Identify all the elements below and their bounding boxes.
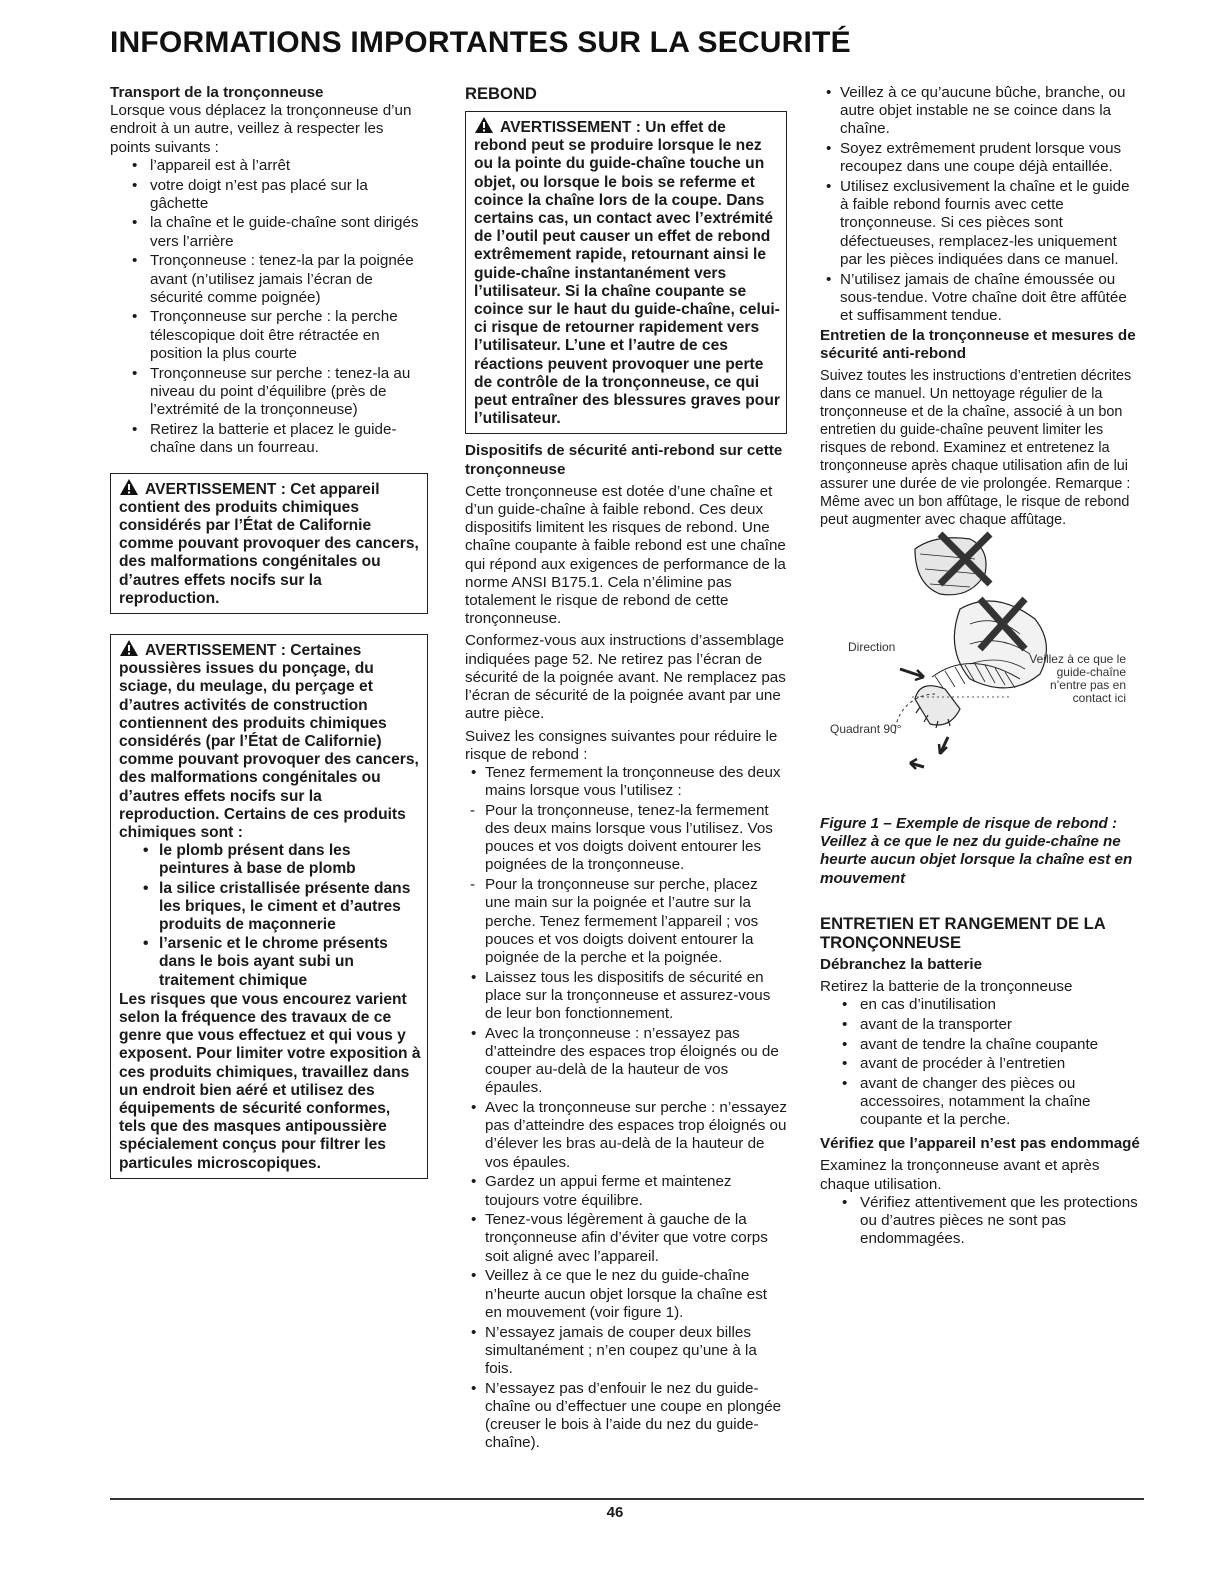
list-item: • Utilisez exclusivement la chaîne et le guide à faible rebond fournis avec cette tronçonneuse. Si ces pièces sont défectueuses, remplacez-les uniquement par les pièces indiquées dans ce manuel. [820,178,1142,269]
rebond-list-continued [465,969,787,1453]
list-item: • Veillez à ce qu’aucune bûche, branche, ou autre objet instable ne se coince dans la chaîne. [820,84,1142,139]
transport-heading: Transport de la tronçonneuse [110,84,324,101]
warning-triangle-icon [119,639,139,657]
warning-triangle-icon [119,478,139,496]
list-item: • Retirez la batterie et placez le guide-chaîne dans un fourreau. [110,421,428,457]
warning-outro: Les risques que vous encourez varient selon la fréquence des travaux de ce genre que vous effectuez et qui vous y exposent. Pour limiter votre exposition à ces produits chimiques, travaillez dans un endroit bien aéré et utilisez des équipements de sécurité conformes, tels que des masques antipoussière spécialement conçus pour filtrer les particules microscopiques. [119,990,421,1172]
list-item: • Vérifiez attentivement que les protections ou d’autres pièces ne sont pas endommagées. [820,1194,1142,1249]
warning-text: AVERTISSEMENT : Un effet de rebond peut se produire lorsque le nez ou la pointe du guide-chaîne touche un objet, ou lorsque le bois se referme et coince la chaîne lors de la coupe. Dans certains cas, un contact avec l’extrémité de l’outil peut causer un effet de rebond extrêmement rapide, retournant ainsi le guide-chaîne instantanément vers l’utilisateur. Si la chaîne coupante se coince sur le haut du guide-chaîne, celui-ci risque de retourner rapidement vers l’utilisateur. L’une et l’autre de ces réactions peuvent provoquer une perte de contrôle de la tronçonneuse, ce qui peut entraîner des blessures graves pour l’utilisateur. [474,119,780,428]
entretien-heading: Entretien de la tronçonneuse et mesures de sécurité anti-rebond [820,326,1136,362]
list-item: • Tenez-vous légèrement à gauche de la tronçonneuse afin d’éviter que votre corps soit aligné avec l’appareil. [465,1211,787,1266]
list-item: • N’essayez pas d’enfouir le nez du guide-chaîne ou d’effectuer une coupe en plongée (creuser le bois à l’aide du nez du guide-chaîne). [465,1380,787,1453]
list-item: • Gardez un appui ferme et maintenez toujours votre équilibre. [465,1173,787,1209]
list-item: • avant de changer des pièces ou accessoires, notamment la chaîne coupante et la perche. [820,1075,1142,1130]
list-item: • en cas d’inutilisation [820,996,1142,1014]
list-item: • avant de procéder à l’entretien [820,1055,1142,1073]
entretien-paragraph: Suivez toutes les instructions d’entretien décrites dans ce manuel. Un nettoyage régulier de la tronçonneuse et de la chaîne, associé à un bon entretien du guide-chaîne peuvent limiter les risques de rebond. Examinez et entretenez la tronçonneuse après chaque utilisation afin de lui assurer une durée de vie prolongée. Remarque : Même avec un bon affûtage, le risque de rebond peut augmenter avec chaque affûtage. [820,368,1132,529]
dispositifs-paragraph: Conformez-vous aux instructions d’assemblage indiquées page 52. Ne retirez pas l’écran de sécurité de la poignée avant. Ne remplacez pas l’écran de sécurité de la poignée avant par une autre pièce. [465,632,786,723]
verifiez-list [820,1194,1142,1249]
footer-rule [110,1498,1144,1500]
column-left [110,84,428,1179]
warning-triangle-icon [474,116,494,134]
debranchez-list [820,996,1142,1129]
page-number: 46 [606,1504,624,1521]
transport-list [110,157,428,457]
figure-caption: Figure 1 – Exemple de risque de rebond : Veillez à ce que le nez du guide-chaîne ne heurte aucun objet lorsque la chaîne est en mouvement [820,815,1133,887]
list-item: - Pour la tronçonneuse sur perche, placez une main sur la poignée et l’autre sur la perche. Tenez fermement l’appareil ; vos pouces et vos doigts doivent entourer la poignée de la perche et la poignée. [465,876,787,967]
figure-label-direction: Direction [848,640,896,655]
debranchez-paragraph: Retirez la batterie de la tronçonneuse [820,978,1073,996]
list-item: • avant de la transporter [820,1016,1142,1034]
list-item: • avant de tendre la chaîne coupante [820,1036,1142,1054]
warning-text: AVERTISSEMENT : Cet appareil contient des produits chimiques considérés par l’État de Californie comme pouvant provoquer des cancers, des malformations congénitales ou d’autres effets nocifs sur la reproduction. [119,480,419,607]
list-item: • Tenez fermement la tronçonneuse des deux mains lorsque vous l’utilisez : [465,764,787,800]
column-middle [465,84,787,1454]
list-item: • le plomb présent dans les peintures à base de plomb [119,842,421,878]
page-title: INFORMATIONS IMPORTANTES SUR LA SECURITÉ [110,26,851,59]
list-item: • Laissez tous les dispositifs de sécurité en place sur la tronçonneuse et assurez-vous de leur bon fonctionnement. [465,969,787,1024]
list-item: • N’utilisez jamais de chaîne émoussée ou sous-tendue. Votre chaîne doit être affûtée et suffisamment tendue. [820,271,1142,326]
list-item: • Avec la tronçonneuse sur perche : n’essayez pas d’atteindre des espaces trop éloignés ou d’élever les bras au-delà de la hauteur de vos épaules. [465,1099,787,1172]
figure-label-quadrant: Quadrant 90° [830,722,902,737]
list-item: • la chaîne et le guide-chaîne sont dirigés vers l’arrière [110,214,428,250]
hold-sublist [465,802,787,967]
kickback-figure [820,529,1142,815]
list-item: • N’essayez jamais de couper deux billes simultanément ; n’en coupez qu’une à la fois. [465,1324,787,1379]
dispositifs-paragraph: Suivez les consignes suivantes pour réduire le risque de rebond : [465,727,778,763]
rebond-heading: REBOND [465,84,537,103]
transport-intro: Lorsque vous déplacez la tronçonneuse d’un endroit à un autre, veillez à respecter les points suivants : [110,102,412,156]
list-item: • votre doigt n’est pas placé sur la gâchette [110,177,428,213]
list-item: • Tronçonneuse : tenez-la par la poignée avant (n’utilisez jamais l’écran de sécurité comme poignée) [110,252,428,307]
list-item: • Tronçonneuse sur perche : tenez-la au niveau du point d’équilibre (près de l’extrémité de la tronçonneuse) [110,365,428,420]
list-item: • Veillez à ce que le nez du guide-chaîne n’heurte aucun objet lorsque la chaîne est en mouvement (voir figure 1). [465,1267,787,1322]
warning-box-california [110,473,428,614]
warning-box-rebond [465,111,787,434]
list-item: • la silice cristallisée présente dans les briques, le ciment et d’autres produits de maçonnerie [119,880,421,935]
list-item: • Soyez extrêmement prudent lorsque vous recoupez dans une coupe déjà entaillée. [820,140,1142,176]
list-item: • l’arsenic et le chrome présents dans le bois ayant subi un traitement chimique [119,935,421,990]
rangement-heading: ENTRETIEN ET RANGEMENT DE LA TRONÇONNEUSE [820,913,1106,952]
warning-box-dust [110,634,428,1179]
verifiez-heading: Vérifiez que l’appareil n’est pas endommagé [820,1135,1140,1153]
verifiez-paragraph: Examinez la tronçonneuse avant et après chaque utilisation. [820,1157,1100,1193]
safety-list [820,84,1142,325]
column-right [820,84,1142,1250]
list-item: • Avec la tronçonneuse : n’essayez pas d’atteindre des espaces trop éloignés ou de couper au-delà de la hauteur de vos épaules. [465,1025,787,1098]
warning-text: AVERTISSEMENT : Certaines poussières issues du ponçage, du sciage, du meulage, du perçage et d’autres activités de construction contiennent des produits chimiques considérés (par l’État de Californie) comme pouvant provoquer des cancers, des malformations congénitales ou d’autres effets nocifs sur la reproduction. Certains de ces produits chimiques sont : [119,641,419,842]
list-item: • Tronçonneuse sur perche : la perche télescopique doit être rétractée en position la plus courte [110,308,428,363]
rebond-list [465,764,787,800]
dispositifs-paragraph: Cette tronçonneuse est dotée d’une chaîne et d’un guide-chaîne à faible rebond. Ces deux dispositifs limitent les risques de rebond. Une chaîne coupante à faible rebond est une chaîne qui répond aux exigences de performance de la norme ANSI B175.1. Cela n’élimine pas totalement le risque de rebond de cette tronçonneuse. [465,482,786,628]
list-item: - Pour la tronçonneuse, tenez-la fermement des deux mains lorsque vous l’utilisez. Vos pouces et vos doigts doivent entourer les poignées de la tronçonneuse. [465,802,787,875]
list-item: • l’appareil est à l’arrêt [110,157,428,175]
chemicals-list [119,842,421,990]
figure-label-contact: Veillez à ce que le guide-chaîne n’entre pas en contact ici [1029,652,1126,706]
dispositifs-heading: Dispositifs de sécurité anti-rebond sur cette tronçonneuse [465,442,783,478]
debranchez-heading: Débranchez la batterie [820,955,983,973]
